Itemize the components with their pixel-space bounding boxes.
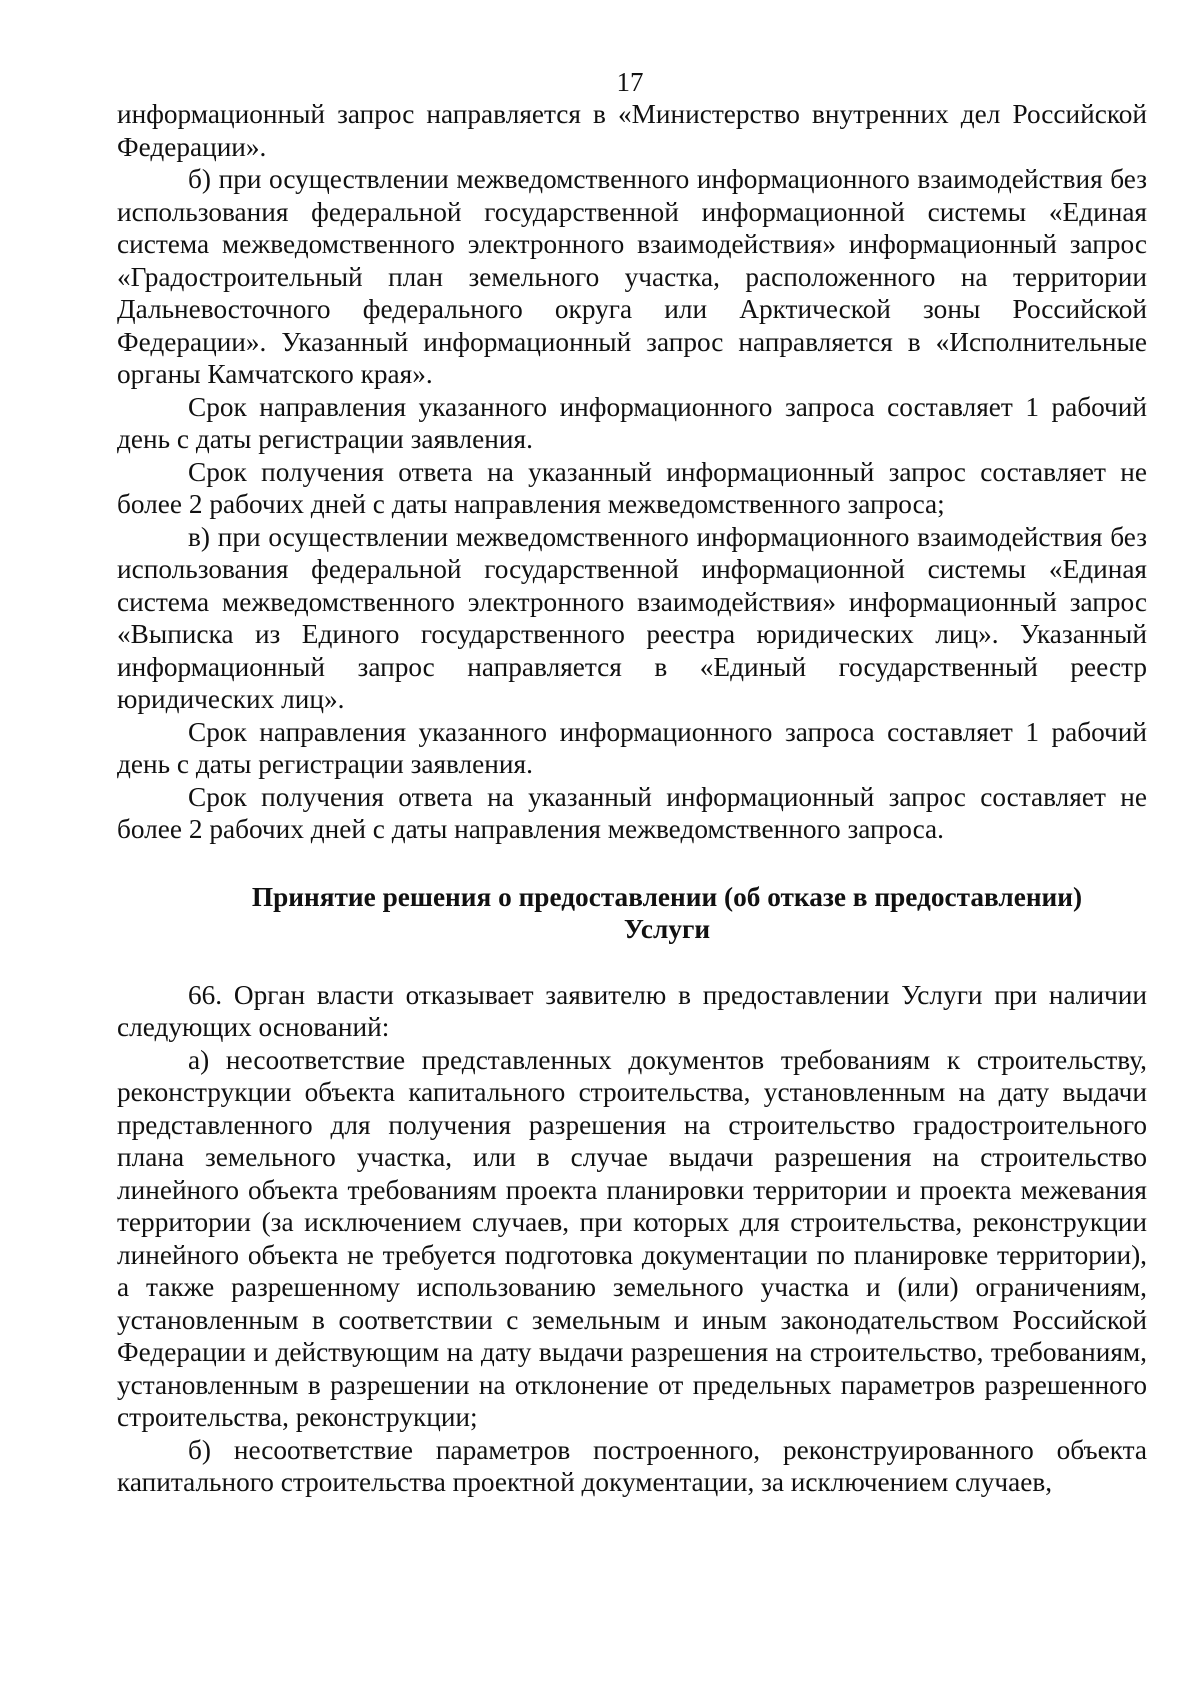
document-body (117, 98, 1147, 1499)
paragraph: в) при осуществлении межведомственного информационного взаимодействия без использования федеральной государственной информационной системы «Единая система межведомственного электронного взаимодействия» информационный запрос «Выписка из Единого государственного реестра юридических лиц». Указанный информационный запрос направляется в «Единый государственный реестр юридических лиц». (117, 521, 1147, 714)
paragraph: Срок получения ответа на указанный информационный запрос составляет не более 2 рабочих дней с даты направления межведомственного запроса. (117, 781, 1147, 844)
paragraph: б) при осуществлении межведомственного информационного взаимодействия без использования федеральной государственной информационной системы «Единая система межведомственного электронного взаимодействия» информационный запрос «Градостроительный план земельного участка, расположенного на территории Дальневосточного федерального округа или Арктической зоны Российской Федерации». Указанный информационный запрос направляется в «Исполнительные органы Камчатского края». (117, 164, 1147, 389)
section-after (117, 979, 1147, 1499)
paragraph: Срок направления указанного информационного запроса составляет 1 рабочий день с даты регистрации заявления. (117, 391, 1147, 454)
section-heading (117, 881, 1147, 946)
paragraph: 66. Орган власти отказывает заявителю в предоставлении Услуги при наличии следующих оснований: (117, 979, 1147, 1042)
paragraph: Срок направления указанного информационного запроса составляет 1 рабочий день с даты регистрации заявления. (117, 716, 1147, 779)
section-heading-line: Принятие решения о предоставлении (об отказе в предоставлении) (251, 881, 1083, 912)
section-heading-line: Услуги (623, 914, 711, 944)
paragraph: б) несоответствие параметров построенного, реконструированного объекта капитального строительства проектной документации, за исключением случаев, (117, 1434, 1147, 1497)
paragraph: а) несоответствие представленных документов требованиям к строительству, реконструкции объекта капитального строительства, установленным на дату выдачи представленного для получения разрешения на строительство градостроительного плана земельного участка, или в случае выдачи разрешения на строительство линейного объекта требованиям проекта планировки территории и проекта межевания территории (за исключением случаев, при которых для строительства, реконструкции линейного объекта не требуется подготовка документации по планировке территории), а также разрешенному использованию земельного участка и (или) ограничениям, установленным в соответствии с земельным и иным законодательством Российской Федерации и действующим на дату выдачи разрешения на строительство, требованиям, установленным в разрешении на отклонение от предельных параметров разрешенного строительства, реконструкции; (117, 1044, 1147, 1432)
page-number: 17 (616, 67, 644, 97)
paragraph: информационный запрос направляется в «Министерство внутренних дел Российской Федерации». (117, 99, 1147, 162)
section-before (117, 98, 1147, 846)
paragraph: Срок получения ответа на указанный информационный запрос составляет не более 2 рабочих дней с даты направления межведомственного запроса; (117, 456, 1147, 519)
